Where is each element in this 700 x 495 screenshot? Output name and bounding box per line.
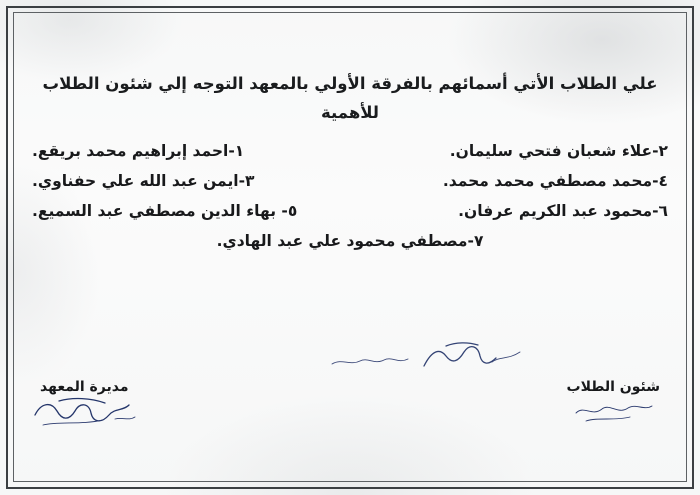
student-affairs-block [567,379,660,431]
student-name-list [22,142,678,262]
institute-director-label: مديرة المعهد [40,379,129,395]
institute-director-block [40,379,129,431]
student-name: ٧-مصطفي محمود علي عبد الهادي. [216,232,484,250]
document-footer [22,353,678,433]
student-name: ٦-محمود عبد الكريم عرفان. [458,202,668,220]
student-name: ٥- بهاء الدين مصطفي عبد السميع. [32,202,298,220]
student-name: ٤-محمد مصطفي محمد محمد. [442,172,668,190]
list-item [28,172,672,190]
document-page [22,22,678,473]
list-item [28,202,672,220]
student-affairs-label: شئون الطلاب [566,379,660,395]
document-heading: علي الطلاب الأتي أسمائهم بالفرقة الأولي بالمعهد التوجه إلي شئون الطلاب للأهمية [42,74,658,122]
list-item [28,232,672,250]
list-item [28,142,672,160]
student-affairs-signature [567,397,660,431]
institute-director-signature [40,397,129,431]
student-name: ١-احمد إبراهيم محمد بريقع. [32,142,245,160]
student-name: ٢-علاء شعبان فتحي سليمان. [449,142,668,160]
student-name: ٣-ايمن عبد الله علي حفناوي. [32,172,255,190]
